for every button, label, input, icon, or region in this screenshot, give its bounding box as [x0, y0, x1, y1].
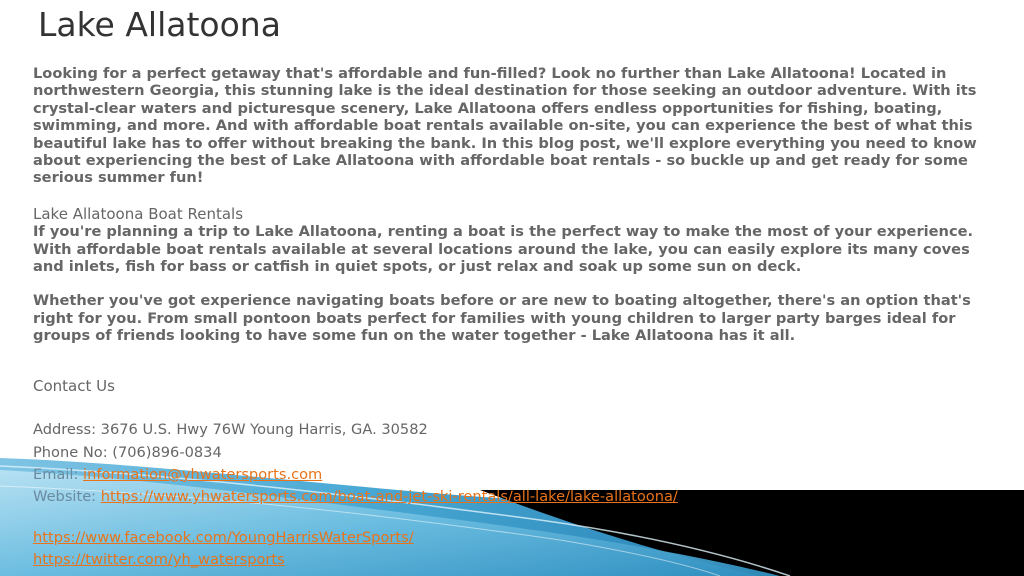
email-link[interactable]: information@yhwatersports.com	[83, 465, 323, 483]
contact-heading: Contact Us	[33, 376, 115, 395]
facebook-line	[33, 529, 978, 546]
section-heading: Lake Allatoona Boat Rentals	[33, 204, 244, 223]
website-label: Website:	[33, 488, 97, 506]
section-paragraph-1: If you're planning a trip to Lake Allatoona, renting a boat is the perfect way to make the most of your experience. With affordable boat rentals available at several locations around the lake, you can easily explore its many coves and inlets, fish for bass or catfish in quiet spots, or just relax and soak up some sun on deck.	[33, 223, 974, 276]
facebook-link[interactable]: https://www.facebook.com/YoungHarrisWaterSports/	[33, 528, 414, 546]
intro-paragraph: Looking for a perfect getaway that's affordable and fun-filled? Look no further than Lake Allatoona! Located in northwestern Georgia, this stunning lake is the ideal destination for those seeking an outdoor adventure. With its crystal-clear waters and picturesque scenery, Lake Allatoona offers endless opportunities for fishing, boating, swimming, and more. And with affordable boat rentals available on-site, you can experience the best of what this beautiful lake has to offer without breaking the bank. In this blog post, we'll explore everything you need to know about experiencing the best of Lake Allatoona with affordable boat rentals - so buckle up and get ready for some serious summer fun!	[33, 65, 977, 187]
contact-email-line	[33, 466, 978, 483]
website-link[interactable]: https://www.yhwatersports.com/boat-and-jet-ski-rentals/all-lake/lake-allatoona/	[100, 488, 678, 506]
section-paragraph-2: Whether you've got experience navigating boats before or are new to boating altogether, there's an option that's right for you. From small pontoon boats perfect for families with young children to larger party barges ideal for groups of friends looking to have some fun on the water together - Lake Allatoona has it all.	[33, 292, 971, 345]
contact-website-line	[33, 488, 978, 505]
twitter-line	[33, 551, 978, 568]
page-title: Lake Allatoona	[38, 5, 281, 44]
twitter-link[interactable]: https://twitter.com/yh_watersports	[33, 551, 285, 569]
email-label: Email:	[33, 465, 79, 483]
contact-address: Address: 3676 U.S. Hwy 76W Young Harris, GA. 30582	[33, 421, 428, 439]
article-body	[33, 65, 978, 569]
contact-phone: Phone No: (706)896-0834	[33, 443, 222, 461]
